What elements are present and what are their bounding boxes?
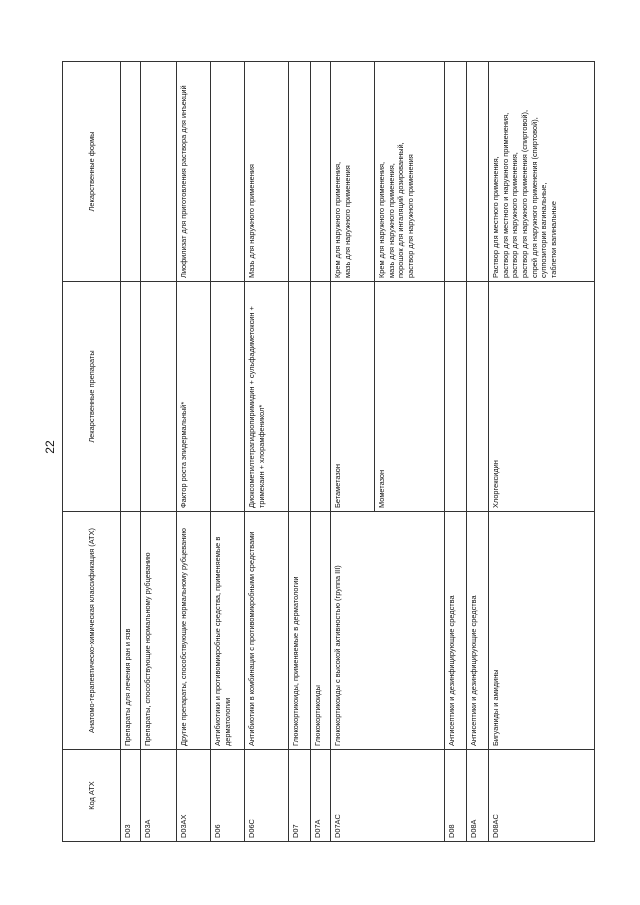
row-drug: Мометазон <box>375 282 445 512</box>
form-line: таблетки вагинальные <box>548 201 558 278</box>
row-forms <box>289 62 311 282</box>
row-drug: Фактор роста эпидермальный* <box>177 282 211 512</box>
form-line: раствор для наружного применения <box>405 154 415 278</box>
row-forms <box>311 62 331 282</box>
row-code: D06C <box>245 750 289 842</box>
row-code: D07A <box>311 750 331 842</box>
row-drug: Бетаметазон <box>331 282 375 512</box>
row-code: D08AC <box>489 750 595 842</box>
form-line: Раствор для местного применения, <box>491 156 500 278</box>
form-line: Лиофилизат для приготовления раствора для инъекций <box>179 85 188 278</box>
table-row <box>311 62 331 842</box>
header-code: Код АТХ <box>63 750 121 842</box>
row-forms <box>375 62 445 282</box>
form-line: Мазь для наружного применения <box>247 164 256 278</box>
row-drug: Диоксометилтетрагидропиримидин + сульфадиметоксин + тримекаин + хлорамфеникол* <box>245 282 289 512</box>
table-row <box>467 62 489 842</box>
row-drug <box>141 282 177 512</box>
table-row <box>289 62 311 842</box>
row-classification: Антисептики и дезинфицирующие средства <box>467 512 489 750</box>
row-classification: Глюкокортикоиды с высокой активностью (группа III) <box>331 512 445 750</box>
row-classification: Антибиотики и противомикробные средства, применяемые в дерматологии <box>211 512 245 750</box>
table-row <box>141 62 177 842</box>
row-forms <box>445 62 467 282</box>
table-row <box>211 62 245 842</box>
row-forms <box>141 62 177 282</box>
row-code: D03A <box>141 750 177 842</box>
form-line: Крем для наружного применения, <box>333 161 342 278</box>
row-drug: Хлоргексидин <box>489 282 595 512</box>
form-line: суппозитории вагинальные, <box>539 182 549 278</box>
row-code: D06 <box>211 750 245 842</box>
page-number: 22 <box>43 440 57 454</box>
row-forms <box>331 62 375 282</box>
row-code: D03AX <box>177 750 211 842</box>
row-code: D08A <box>467 750 489 842</box>
row-forms <box>211 62 245 282</box>
header-classification: Анатомо-терапевтическо-химическая классификация (АТХ) <box>63 512 121 750</box>
row-code: D03 <box>121 750 141 842</box>
row-drug <box>211 282 245 512</box>
row-classification: Бигуаниды и амидины <box>489 512 595 750</box>
row-drug <box>289 282 311 512</box>
row-classification: Другие препараты, способствующие нормальному рубцеванию <box>177 512 211 750</box>
table-row <box>121 62 141 842</box>
row-drug <box>121 282 141 512</box>
table-row <box>331 62 375 842</box>
row-classification: Глюкокортикоиды <box>311 512 331 750</box>
row-classification: Антибиотики в комбинации с противомикробными средствами <box>245 512 289 750</box>
rotated-page <box>62 62 577 842</box>
form-line: мазь для наружного применения, <box>386 163 396 278</box>
row-forms <box>489 62 595 282</box>
row-code: D07 <box>289 750 311 842</box>
form-line: спрей для наружного применения (спиртовой), <box>529 117 539 278</box>
form-line: Крем для наружного применения, <box>377 161 386 278</box>
row-classification: Препараты, способствующие нормальному рубцеванию <box>141 512 177 750</box>
table-row <box>445 62 467 842</box>
row-classification: Препараты для лечения ран и язв <box>121 512 141 750</box>
row-forms <box>245 62 289 282</box>
row-forms <box>467 62 489 282</box>
form-line: порошок для ингаляций дозированный, <box>396 142 406 278</box>
table-header-row <box>63 62 121 842</box>
row-drug <box>311 282 331 512</box>
form-line: раствор для наружного применения (спиртовой), <box>519 109 529 278</box>
form-line: раствор для наружного применения, <box>510 152 520 278</box>
row-classification: Антисептики и дезинфицирующие средства <box>445 512 467 750</box>
row-forms <box>177 62 211 282</box>
row-drug <box>445 282 467 512</box>
form-line: мазь для наружного применения <box>342 165 352 278</box>
table-row <box>245 62 289 842</box>
header-drugs: Лекарственные препараты <box>63 282 121 512</box>
row-drug <box>467 282 489 512</box>
row-code: D08 <box>445 750 467 842</box>
table-row <box>177 62 211 842</box>
row-code: D07AC <box>331 750 445 842</box>
form-line: раствор для местного и наружного применения, <box>500 112 510 278</box>
header-forms: Лекарственные формы <box>63 62 121 282</box>
atc-table <box>62 61 595 842</box>
row-forms <box>121 62 141 282</box>
table-row <box>489 62 595 842</box>
row-classification: Глюкокортикоиды, применяемые в дерматологии <box>289 512 311 750</box>
